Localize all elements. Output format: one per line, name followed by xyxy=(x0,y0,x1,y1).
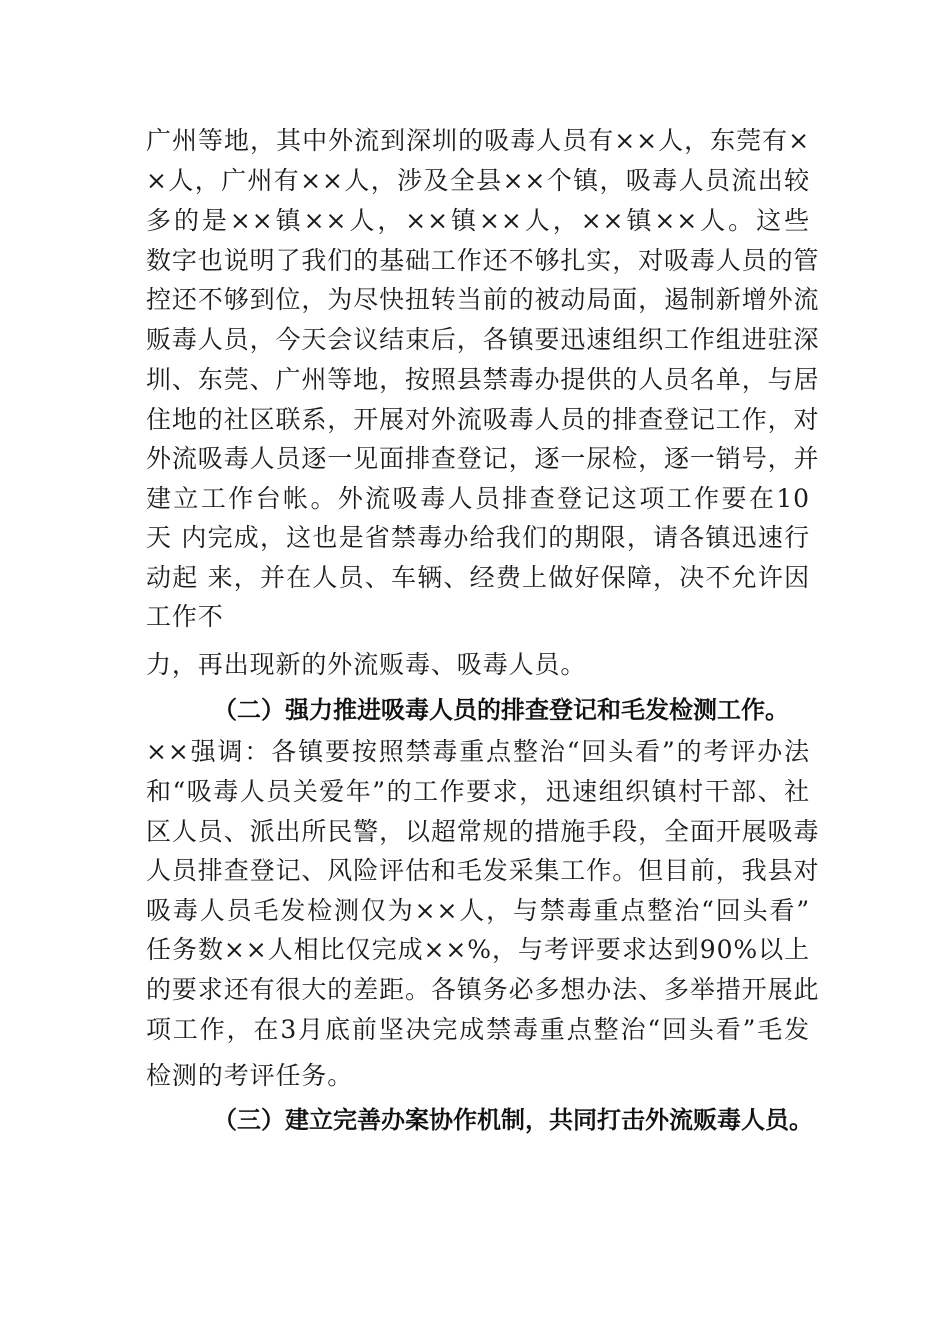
body-line: 天 内完成，这也是省禁毒办给我们的期限，请各镇迅速行 xyxy=(146,523,810,552)
body-line: 工作不 xyxy=(146,602,224,631)
body-line: ××强调：各镇要按照禁毒重点整治“回头看”的考评办法 xyxy=(146,737,810,766)
body-line: 任务数××人相比仅完成××%，与考评要求达到90%以上 xyxy=(146,935,810,964)
body-line: 力，再出现新的外流贩毒、吸毒人员。 xyxy=(146,650,587,679)
body-line: 区人员、派出所民警，以超常规的措施手段，全面开展吸毒 xyxy=(146,817,820,846)
body-line: 建立工作台帐。外流吸毒人员排查登记这项工作要在10 xyxy=(146,484,810,513)
body-line: 圳、东莞、广州等地，按照县禁毒办提供的人员名单，与居 xyxy=(146,365,820,394)
section-heading-3: （三）建立完善办案协作机制，共同打击外流贩毒人员。 xyxy=(213,1106,813,1134)
body-line: 贩毒人员，今天会议结束后，各镇要迅速组织工作组进驻深 xyxy=(146,325,820,354)
body-line: ×人，广州有××人，涉及全县××个镇，吸毒人员流出较 xyxy=(146,166,810,195)
body-line: 的要求还有很大的差距。各镇务必多想办法、多举措开展此 xyxy=(146,975,820,1004)
section-heading-2: （二）强力推进吸毒人员的排查登记和毛发检测工作。 xyxy=(213,696,789,724)
body-line: 人员排查登记、风险评估和毛发采集工作。但目前，我县对 xyxy=(146,856,820,885)
body-line: 多的是××镇××人，××镇××人，××镇××人。这些 xyxy=(146,206,810,235)
body-line: 广州等地，其中外流到深圳的吸毒人员有××人，东莞有× xyxy=(146,126,810,155)
body-line: 数字也说明了我们的基础工作还不够扎实，对吸毒人员的管 xyxy=(146,246,820,275)
body-line: 吸毒人员毛发检测仅为××人，与禁毒重点整治“回头看” xyxy=(146,896,810,925)
body-line: 和“吸毒人员关爱年”的工作要求，迅速组织镇村干部、社 xyxy=(146,777,810,806)
body-line: 检测的考评任务。 xyxy=(146,1061,354,1090)
body-line: 动起 来，并在人员、车辆、经费上做好保障，决不允许因 xyxy=(146,563,810,592)
body-line: 住地的社区联系，开展对外流吸毒人员的排查登记工作，对 xyxy=(146,405,820,434)
body-line: 控还不够到位，为尽快扭转当前的被动局面，遏制新增外流 xyxy=(146,285,820,314)
body-line: 项工作，在3月底前坚决完成禁毒重点整治“回头看”毛发 xyxy=(146,1015,810,1044)
body-line: 外流吸毒人员逐一见面排查登记，逐一尿检，逐一销号，并 xyxy=(146,444,820,473)
